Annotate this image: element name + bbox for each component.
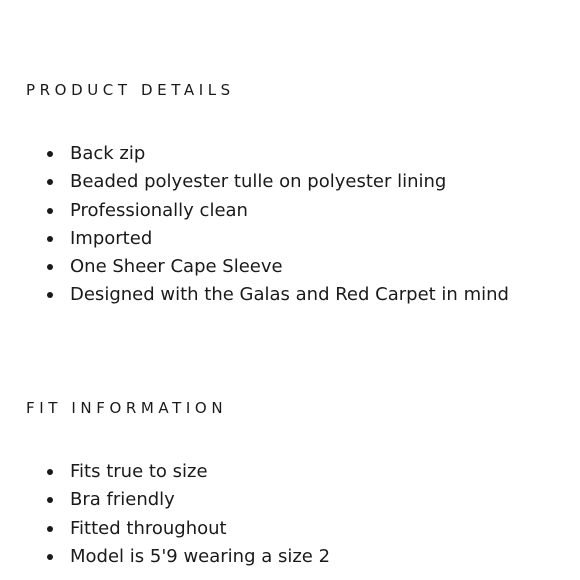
- list-item: [0, 168, 509, 196]
- list-item: [0, 486, 330, 514]
- bullet-icon: [47, 208, 53, 214]
- product-details-list: [0, 140, 509, 310]
- list-item-text: Professionally clean: [70, 199, 248, 221]
- list-item: [0, 543, 330, 571]
- list-item-text: Back zip: [70, 143, 146, 164]
- bullet-icon: [47, 554, 53, 560]
- bullet-icon: [47, 497, 53, 503]
- bullet-icon: [47, 526, 53, 532]
- list-item: [0, 253, 509, 281]
- list-item: [0, 197, 509, 225]
- list-item-text: Imported: [70, 227, 153, 249]
- bullet-icon: [47, 236, 53, 242]
- bullet-icon: [47, 469, 53, 475]
- bullet-icon: [47, 264, 53, 270]
- list-item: [0, 515, 330, 543]
- list-item-text: Designed with the Galas and Red Carpet in mind: [70, 284, 509, 306]
- list-item-text: Beaded polyester tulle on polyester lining: [70, 171, 447, 193]
- list-item-text: Model is 5'9 wearing a size 2: [70, 545, 331, 567]
- fit-information-heading: FIT INFORMATION: [26, 399, 228, 417]
- fit-information-list: [0, 458, 330, 571]
- list-item: [0, 281, 509, 309]
- list-item-text: Bra friendly: [70, 489, 175, 511]
- list-item-text: Fitted throughout: [70, 517, 227, 539]
- product-details-heading: PRODUCT DETAILS: [26, 81, 235, 99]
- list-item: [0, 140, 509, 168]
- bullet-icon: [47, 179, 53, 185]
- list-item: [0, 458, 330, 486]
- list-item-text: Fits true to size: [70, 461, 208, 482]
- bullet-icon: [47, 151, 53, 157]
- list-item: [0, 225, 509, 253]
- bullet-icon: [47, 292, 53, 298]
- list-item-text: One Sheer Cape Sleeve: [70, 256, 283, 278]
